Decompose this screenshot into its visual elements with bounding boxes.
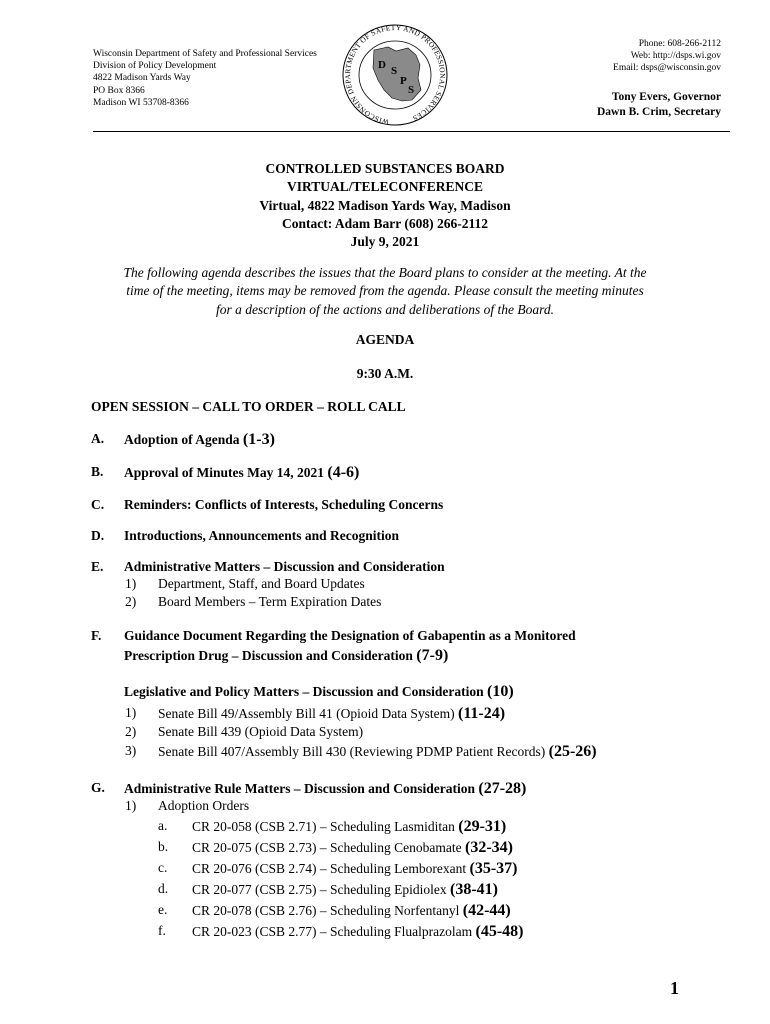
address-line: Wisconsin Department of Safety and Professional Services (93, 49, 317, 59)
page-reference: (38-41) (450, 881, 498, 898)
section-title: Administrative Matters – Discussion and Consideration (124, 559, 445, 574)
meeting-heading (0, 160, 770, 251)
intro-line: for a description of the actions and deliberations of the Board. (215, 301, 555, 317)
page-reference: (25-26) (548, 743, 597, 760)
section-title: Introductions, Announcements and Recognition (124, 528, 400, 543)
section-title: Reminders: Conflicts of Interests, Scheduling Concerns (124, 497, 444, 512)
seal-letter: S (391, 65, 398, 77)
agenda-title: AGENDA (355, 332, 415, 347)
section-letter: B. (91, 464, 104, 479)
secretary-line: Dawn B. Crim, Secretary (596, 106, 721, 118)
page-reference: (10) (487, 683, 514, 700)
seal-letter: P (400, 75, 407, 87)
section-letter: G. (91, 780, 105, 795)
address-line: Madison WI 53708-8366 (93, 97, 189, 108)
governor-line: Tony Evers, Governor (611, 91, 721, 103)
section-letter: D. (91, 528, 105, 543)
page-reference: (29-31) (458, 818, 507, 835)
open-session-heading: OPEN SESSION – CALL TO ORDER – ROLL CALL (91, 399, 406, 414)
intro-line: The following agenda describes the issues that the Board plans to consider at the meeting. At the (123, 265, 647, 280)
section-letter: A. (91, 431, 105, 446)
svg-text:WISCONSIN DEPARTMENT OF SAFETY: WISCONSIN DEPARTMENT OF SAFETY AND PROFESSIONAL SERVICES (342, 22, 448, 127)
contact-email[interactable]: Email: dsps@wisconsin.gov (613, 63, 721, 74)
page-reference: (11-24) (457, 705, 506, 722)
seal-letter: D (378, 59, 386, 71)
seal-letter: S (408, 84, 415, 96)
meeting-date: July 9, 2021 (350, 234, 420, 250)
section-title: Adoption of Agenda (124, 432, 243, 447)
officials-block (597, 90, 721, 120)
contact-block (613, 38, 721, 75)
meeting-time: 9:30 A.M. (356, 366, 414, 381)
header-divider (93, 131, 730, 132)
page-reference: (45-48) (475, 923, 524, 940)
page-reference: (27-28) (478, 780, 527, 797)
section-title: Administrative Rule Matters – Discussion and Consideration (124, 781, 479, 796)
intro-paragraph (90, 264, 680, 319)
address-line: 4822 Madison Yards Way (93, 73, 191, 84)
page-reference: (1-3) (242, 431, 275, 448)
section-title: Legislative and Policy Matters – Discussion and Consideration (124, 684, 488, 699)
contact-phone: Phone: 608-266-2112 (638, 39, 721, 49)
dsps-seal-logo (336, 20, 454, 130)
section-letter: F. (91, 628, 102, 643)
page-reference: (42-44) (462, 902, 511, 919)
page-reference: (7-9) (416, 647, 449, 664)
page-reference: (4-6) (327, 464, 360, 481)
intro-line: time of the meeting, items may be removed from the agenda. Please consult the meeting minutes (126, 283, 644, 299)
page-number: 1 (670, 978, 679, 998)
section-letter: C. (91, 497, 105, 512)
contact-web[interactable]: Web: http://dsps.wi.gov (630, 51, 721, 62)
section-title: Guidance Document Regarding the Designation of Gabapentin as a Monitored (124, 628, 576, 643)
section-title: Prescription Drug – Discussion and Consideration (124, 648, 417, 663)
section-title: Approval of Minutes May 14, 2021 (124, 465, 328, 480)
address-line: PO Box 8366 (93, 85, 145, 96)
meeting-location: Virtual, 4822 Madison Yards Way, Madison (259, 197, 511, 213)
department-address-block (93, 48, 317, 109)
page-reference: (32-34) (464, 839, 513, 856)
meeting-contact: Contact: Adam Barr (608) 266-2112 (282, 215, 488, 231)
page-reference: (35-37) (469, 860, 518, 877)
address-line: Division of Policy Development (93, 61, 217, 72)
board-name: CONTROLLED SUBSTANCES BOARD (265, 161, 505, 176)
section-letter: E. (91, 559, 104, 574)
meeting-format: VIRTUAL/TELECONFERENCE (286, 179, 484, 195)
